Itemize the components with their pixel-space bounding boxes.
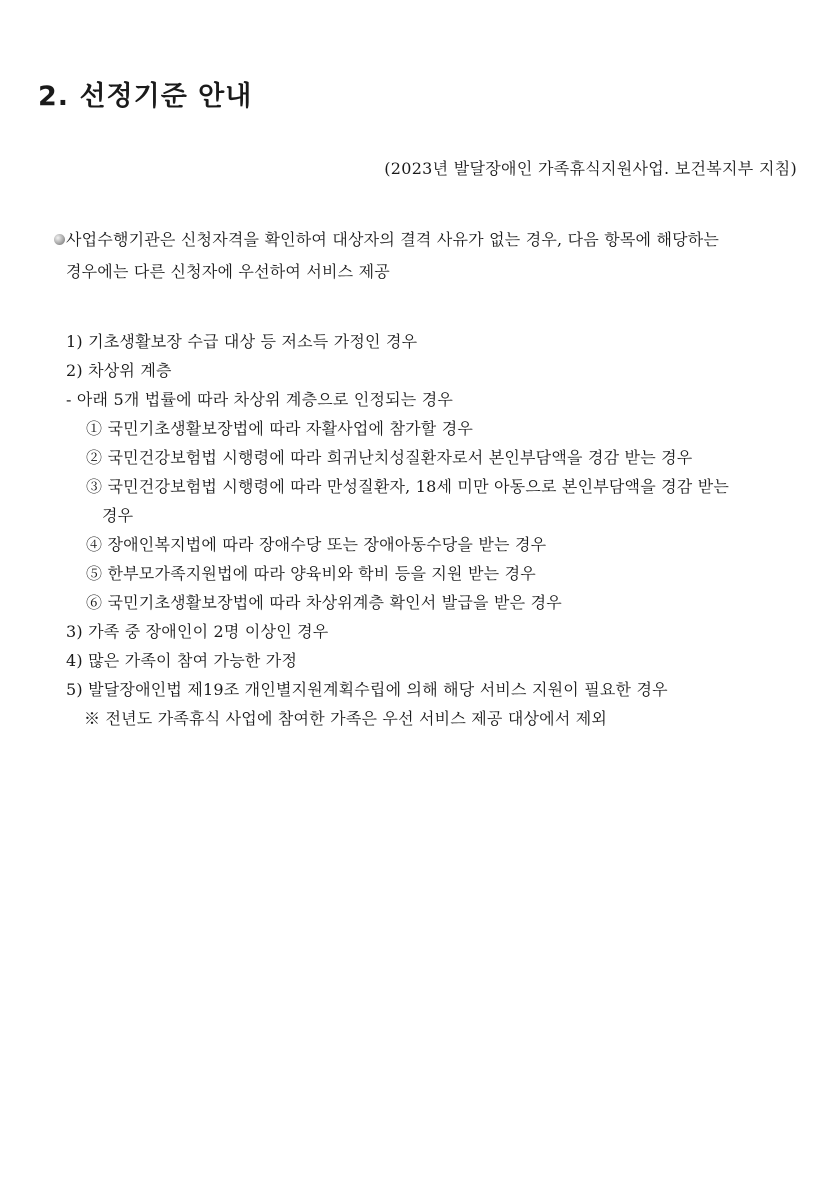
criteria-item-2-sub: - 아래 5개 법률에 따라 차상위 계층으로 인정되는 경우: [66, 390, 454, 409]
law-item-2: ② 국민건강보험법 시행령에 따라 희귀난치성질환자로서 본인부담액을 경감 받는 경우: [86, 448, 693, 467]
exclusion-note: ※ 전년도 가족휴식 사업에 참여한 가족은 우선 서비스 제공 대상에서 제외: [84, 709, 608, 728]
intro-line-2: 경우에는 다른 신청자에 우선하여 서비스 제공: [66, 262, 390, 281]
bullet-icon: [54, 234, 65, 245]
law-item-3: ③ 국민건강보험법 시행령에 따라 만성질환자, 18세 미만 아동으로 본인부담액을 경감 받는: [86, 477, 730, 496]
intro-line-1: 사업수행기관은 신청자격을 확인하여 대상자의 결격 사유가 없는 경우, 다음 항목에 해당하는: [66, 230, 720, 249]
law-item-4: ④ 장애인복지법에 따라 장애수당 또는 장애아동수당을 받는 경우: [86, 535, 547, 554]
criteria-item-4: 4) 많은 가족이 참여 가능한 가정: [66, 651, 298, 670]
law-item-6: ⑥ 국민기초생활보장법에 따라 차상위계층 확인서 발급을 받은 경우: [86, 593, 562, 612]
source-note: (2023년 발달장애인 가족휴식지원사업. 보건복지부 지침): [384, 159, 797, 178]
criteria-item-5: 5) 발달장애인법 제19조 개인별지원계획수립에 의해 해당 서비스 지원이 필요한 경우: [66, 680, 668, 699]
law-item-3-continued: 경우: [102, 506, 134, 525]
criteria-list: [66, 327, 806, 733]
criteria-item-3: 3) 가족 중 장애인이 2명 이상인 경우: [66, 622, 329, 641]
intro-paragraph: [54, 224, 800, 288]
page-title: 2. 선정기준 안내: [38, 81, 253, 112]
criteria-item-1: 1) 기초생활보장 수급 대상 등 저소득 가정인 경우: [66, 332, 418, 351]
criteria-item-2: 2) 차상위 계층: [66, 361, 172, 380]
intro-text: [54, 224, 800, 288]
law-item-1: ① 국민기초생활보장법에 따라 자활사업에 참가할 경우: [86, 419, 474, 438]
law-item-5: ⑤ 한부모가족지원법에 따라 양육비와 학비 등을 지원 받는 경우: [86, 564, 536, 583]
